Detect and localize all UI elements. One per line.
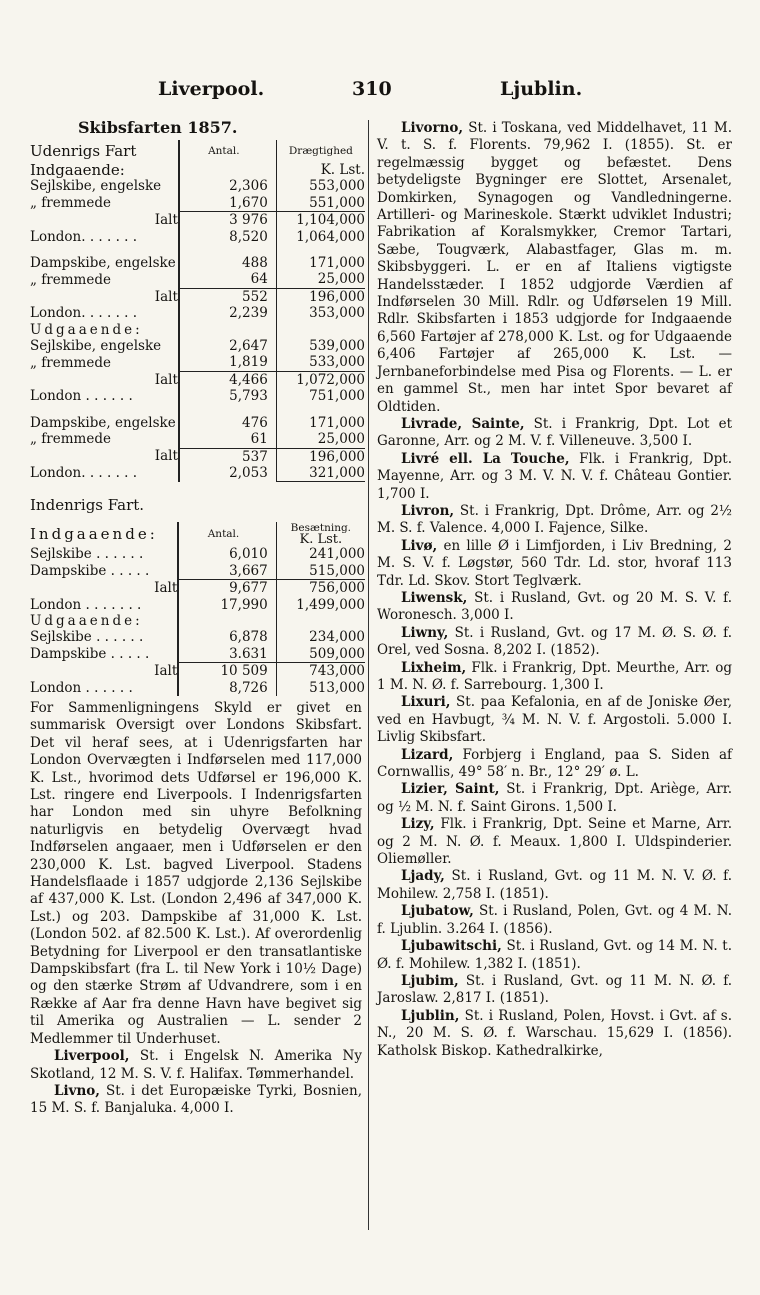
left-column: [30, 118, 365, 1118]
entry-headword: Lizard,: [401, 746, 454, 763]
entry: [377, 781, 732, 816]
entry: [377, 868, 732, 903]
row-value: 509,000: [276, 646, 365, 663]
entry: [377, 625, 732, 660]
table-row: [30, 597, 365, 613]
row-count: 61: [179, 431, 276, 448]
foreign-rows: [30, 162, 365, 482]
row-value: 756,000: [276, 580, 365, 597]
row-value: 234,000: [276, 629, 365, 645]
row-count: 476: [179, 415, 276, 431]
row-value: 196,000: [276, 288, 365, 305]
right-column: [377, 120, 732, 1060]
row-value: 25,000: [276, 271, 365, 288]
row-label: „ fremmede: [30, 431, 111, 448]
domestic-rows: [30, 546, 365, 696]
row-label: London . . . . . .: [30, 388, 133, 405]
table-row: [30, 245, 365, 255]
row-value: 171,000: [276, 255, 365, 271]
domestic-heading: Indenrigs Fart.: [30, 496, 145, 515]
table-row: [30, 431, 365, 448]
row-label: „ fremmede: [30, 354, 111, 371]
row-count: 552: [179, 288, 276, 305]
entry: [377, 1008, 732, 1060]
entry-headword: Livron,: [401, 502, 455, 519]
col-crew-label: Besætning.: [290, 522, 352, 535]
row-label: Sejlskibe, engelske: [30, 338, 162, 355]
entry-text: St. i Rusland, Gvt. og 17 M. Ø. S. Ø. f. Orel, ved Sosna. 8,202 I. (1852).: [377, 624, 732, 659]
row-value: 743,000: [276, 663, 365, 680]
foreign-heading: Udenrigs Fart: [30, 141, 137, 160]
row-value: 553,000: [276, 178, 365, 194]
table-row: [30, 271, 365, 288]
row-label: Ialt: [154, 288, 178, 305]
entry: [377, 973, 732, 1008]
row-count: 10 509: [178, 663, 276, 680]
row-value: 241,000: [276, 546, 365, 562]
row-label: London. . . . . . .: [30, 228, 138, 245]
table-header-row: [30, 522, 365, 546]
row-label: „ fremmede: [30, 195, 111, 212]
table-row: [30, 580, 365, 597]
row-count: 1,819: [179, 354, 276, 371]
entry: [377, 416, 732, 451]
row-count: [179, 245, 276, 255]
row-label: London . . . . . . .: [30, 596, 142, 613]
row-value: 1,104,000: [276, 212, 365, 229]
entry-headword: Ljubawitschi,: [401, 938, 502, 955]
table-row: [30, 613, 365, 629]
row-value: [276, 613, 365, 629]
row-value: 533,000: [276, 354, 365, 371]
row-value: [276, 322, 365, 338]
entry-headword: Liverpool,: [54, 1048, 130, 1065]
unit-label: K. Lst.: [299, 532, 343, 548]
entry-headword: Livrade, Sainte,: [401, 415, 525, 432]
entry-text: St. i Toskana, ved Middelhavet, 11 M. V. t. S. f. Florents. 79,962 I. (1855). St. er regelmæssig bygget og befæstet. Dens betydeligste Bygninger ere Slottet, Arsenalet, Domkirken, Synagogen og Vandledningerne. Artilleri- og Marineskole. Stærkt udviklet Industri; Fabrikation af Koralsmykker, Cremor Tartari, Sæbe, Tougværk, Alabastfager, Glas m. m. Skibsbyggeri. L. er en af Italiens vigtigste Handelsstæder. I 1852 udgjorde Værdien af Indførselen 30 Mill. Rdlr. og Udførselen 19 Mill. Rdlr. Skibsfarten i 1853 udgjorde for Indgaaende 6,560 Fartøjer af 278,000 K. Lst. og for Udgaaende 6,406 Fartøjer af 265,000 K. Lst. — Jernbaneforbindelse med Pisa og Florents. — L. er en gammel St., men har intet Spor bevaret af Oldtiden.: [377, 120, 732, 415]
row-label: Dampskibe, engelske: [30, 255, 176, 272]
entry-text: St. i Rusland, Gvt. og 14 M. N. t. Ø. f. Mohilew. 1,382 I. (1851).: [377, 938, 732, 972]
page-header: [0, 78, 760, 108]
row-value: 196,000: [276, 448, 365, 465]
entry: [377, 660, 732, 695]
table-row: [30, 563, 365, 580]
row-count: 3.631: [178, 646, 276, 663]
row-count: 3,667: [178, 563, 276, 580]
entry-text: St. i Frankrig, Dpt. Ariège, Arr. og ½ M. N. f. Saint Girons. 1,500 I.: [377, 781, 732, 815]
domestic-sub-heading: Indgaaende:: [30, 525, 158, 544]
row-count: 8,726: [178, 680, 276, 696]
table-row: [30, 305, 365, 321]
column-divider: [368, 120, 369, 1230]
domestic-shipping-table: [30, 522, 365, 696]
table-row: [30, 388, 365, 404]
entry-text: St. i Frankrig, Dpt. Drôme, Arr. og 2½ M. S. f. Valence. 4,000 I. Fajence, Silke.: [377, 502, 732, 537]
entry: [377, 747, 732, 782]
col-count-header: Antal.: [179, 140, 276, 162]
paragraph: For Sammenligningens Skyld er givet en summarisk Oversigt over Londons Skibsfart. Det vil heraf sees, at i Udenrigsfarten har London Overvægten i Indførselen med 117,000 K. Lst., hvorimod dets Udførsel er 196,000 K. Lst. ringere end Liverpools. I Indenrigsfarten har London med sin uhyre Befolkning naturligvis en betydelig Overvægt hvad Indførselen angaaer, men i Udførselen er den 230,000 K. Lst. bagved Liverpool. Stadens Handelsflaade i 1857 udgjorde 2,136 Sejlskibe af 437,000 K. Lst. (London 2,496 af 347,000 K. Lst.) og 203. Dampskibe af 31,000 K. Lst. (London 502. af 82.500 K. Lst.). Af overordenlig Betydning for Liverpool er den transatlantiske Dampskibsfart (fra L. til New York i 10½ Dage) og den stærke Strøm af Udvandrere, som i en Række af Aar fra denne Havn have begivet sig til Amerika og Australien — L. sender 2 Medlemmer til Underhuset.: [30, 699, 362, 1047]
row-count: [178, 613, 276, 629]
row-count: 6,010: [178, 546, 276, 562]
table-row: [30, 255, 365, 271]
row-value: 551,000: [276, 195, 365, 212]
row-label: Ialt: [154, 211, 178, 228]
entry-headword: Lixheim,: [401, 659, 467, 676]
entry-text: St. i Engelsk N. Amerika Ny Skotland, 12 M. S. V. f. Halifax. Tømmerhandel.: [30, 1048, 362, 1082]
row-label: Ialt: [154, 371, 178, 388]
running-head-right: Ljublin.: [500, 78, 583, 100]
row-value: 539,000: [276, 338, 365, 354]
entry: [377, 938, 732, 973]
row-value: 513,000: [276, 680, 365, 696]
paragraph: [30, 1048, 362, 1083]
row-count: 2,239: [179, 305, 276, 321]
table-row: [30, 448, 365, 465]
table-row: [30, 415, 365, 431]
row-label: London. . . . . . .: [30, 465, 138, 482]
entry-text: St. paa Kefalonia, en af de Joniske Øer, ved en Havbugt, ¾ M. N. V. f. Argostoli. 5.000 I. Livlig Skibsfart.: [377, 694, 732, 746]
table-row: [30, 680, 365, 696]
entry: [377, 903, 732, 938]
paragraph: [30, 1083, 362, 1118]
col-count-header: Antal.: [178, 522, 276, 546]
left-body-text: [30, 700, 362, 1118]
entry: [377, 694, 732, 746]
row-label: Dampskibe, engelske: [30, 414, 176, 431]
table-row: [30, 646, 365, 663]
entry-text: St. i Rusland, Gvt. og 11 M. N. Ø. f. Jaroslaw. 2,817 I. (1851).: [377, 972, 732, 1007]
entry-headword: Liwny,: [401, 624, 449, 641]
row-label: Udgaaende:: [30, 612, 143, 629]
entry-headword: Livno,: [54, 1082, 100, 1099]
row-count: 1,670: [179, 195, 276, 212]
row-count: 64: [179, 271, 276, 288]
row-label: Dampskibe . . . . .: [30, 562, 150, 579]
row-count: [179, 322, 276, 338]
table-row: [30, 371, 365, 388]
row-count: 2,647: [179, 338, 276, 354]
row-count: 9,677: [178, 580, 276, 597]
entry-headword: Ljubatow,: [401, 903, 474, 920]
entry: [377, 120, 732, 416]
table-row: [30, 354, 365, 371]
row-count: 17,990: [178, 597, 276, 613]
table-row: [30, 288, 365, 305]
row-label: Sejlskibe . . . . . .: [30, 629, 144, 646]
entry-headword: Liwensk,: [401, 589, 468, 606]
row-label: Indgaaende:: [30, 161, 125, 179]
row-label: Udgaaende:: [30, 321, 143, 338]
table-row: [30, 405, 365, 415]
row-value: 171,000: [276, 415, 365, 431]
entry: [377, 590, 732, 625]
row-value: 353,000: [276, 305, 365, 321]
row-label: Ialt: [154, 579, 178, 596]
table-row: [30, 629, 365, 645]
row-count: 4,466: [179, 371, 276, 388]
row-value: [276, 245, 365, 255]
row-count: 2,053: [179, 465, 276, 482]
col-tonnage-header: Drægtighed: [276, 140, 365, 162]
row-value: [276, 405, 365, 415]
entry-text: St. i Rusland, Polen, Gvt. og 4 M. N. f. Ljublin. 3.264 I. (1856).: [377, 903, 732, 937]
row-count: 3 976: [179, 212, 276, 229]
table-row: [30, 229, 365, 245]
row-label: Ialt: [154, 662, 178, 679]
stats-title: Skibsfarten 1857.: [78, 118, 238, 137]
page-number: 310: [352, 78, 392, 100]
entry-text: St. i Rusland, Gvt. og 11 M. N. V. Ø. f. Mohilew. 2,758 I. (1851).: [377, 868, 732, 902]
entry: [377, 451, 732, 503]
entry-headword: Lixuri,: [401, 694, 451, 711]
entry-headword: Livorno,: [401, 120, 464, 136]
table-row: [30, 212, 365, 229]
foreign-shipping-table: [30, 140, 365, 482]
col-crew-header: [276, 522, 365, 546]
row-count: 537: [179, 448, 276, 465]
row-value: 1,072,000: [276, 371, 365, 388]
table-row: [30, 663, 365, 680]
entry-text: St. i det Europæiske Tyrki, Bosnien, 15 M. S. f. Banjaluka. 4,000 I.: [30, 1082, 362, 1117]
right-body-text: [377, 120, 732, 1060]
row-label: [30, 405, 179, 415]
row-count: 8,520: [179, 229, 276, 245]
entry: [377, 538, 732, 590]
row-count: 488: [179, 255, 276, 271]
row-value: 321,000: [276, 465, 365, 482]
entry-text: St. i Rusland, Polen, Hovst. i Gvt. af s. N., 20 M. S. Ø. f. Warschau. 15,629 I. (1856). Katholsk Biskop. Kathedralkirke,: [377, 1007, 732, 1059]
table-row: [30, 322, 365, 338]
entry-text: Forbjerg i England, paa S. Siden af Cornwallis, 49° 58′ n. Br., 12° 29′ ø. L.: [377, 746, 732, 781]
row-label: London . . . . . .: [30, 679, 133, 696]
row-label: „ fremmede: [30, 271, 111, 288]
row-count: [179, 162, 276, 178]
entry: [377, 503, 732, 538]
row-count: 2,306: [179, 178, 276, 194]
row-value: 1,064,000: [276, 229, 365, 245]
table-row: [30, 162, 365, 178]
entry-headword: Livø,: [401, 537, 438, 554]
entry-headword: Lizier, Saint,: [401, 781, 500, 798]
row-label: Sejlskibe . . . . . .: [30, 546, 144, 563]
row-label: Dampskibe . . . . .: [30, 646, 150, 662]
table-header-row: [30, 140, 365, 162]
row-count: 5,793: [179, 388, 276, 404]
entry-headword: Lizy,: [401, 816, 435, 833]
row-count: [179, 405, 276, 415]
row-value: 1,499,000: [276, 597, 365, 613]
running-head-left: Liverpool.: [158, 78, 265, 100]
row-value: 751,000: [276, 388, 365, 404]
row-value: 25,000: [276, 431, 365, 448]
entry-headword: Ljady,: [401, 868, 445, 885]
entry: [377, 816, 732, 868]
entry-headword: Livré ell. La Touche,: [401, 450, 570, 467]
table-row: [30, 178, 365, 194]
row-value: K. Lst.: [276, 162, 365, 178]
entry-headword: Ljubim,: [401, 972, 459, 989]
row-label: London. . . . . . .: [30, 305, 138, 322]
table-row: [30, 195, 365, 212]
entry-text: St. i Frankrig, Dpt. Lot et Garonne, Arr. og 2 M. V. f. Villeneuve. 3,500 I.: [377, 415, 732, 450]
entry-text: Flk. i Frankrig, Dpt. Meurthe, Arr. og 1 M. N. Ø. f. Sarrebourg. 1,300 I.: [377, 659, 732, 693]
row-label: Sejlskibe, engelske: [30, 178, 162, 195]
table-row: [30, 546, 365, 562]
row-label: [30, 245, 179, 255]
table-row: [30, 465, 365, 482]
table-row: [30, 338, 365, 354]
row-count: 6,878: [178, 629, 276, 645]
entry-text: St. i Rusland, Gvt. og 20 M. S. V. f. Woronesch. 3,000 I.: [377, 589, 732, 624]
entry-text: Flk. i Frankrig, Dpt. Mayenne, Arr. og 3 M. V. N. V. f. Château Gontier. 1,700 I.: [377, 450, 732, 502]
row-label: Ialt: [154, 448, 178, 465]
entry-headword: Ljublin,: [401, 1007, 460, 1024]
entry-text: Flk. i Frankrig, Dpt. Seine et Marne, Arr. og 2 M. N. Ø. f. Meaux. 1,800 I. Uldspinderier. Oliemøller.: [377, 816, 732, 868]
row-value: 515,000: [276, 563, 365, 580]
entry-text: en lille Ø i Limfjorden, i Liv Bredning, 2 M. S. V. f. Løgstør, 560 Tdr. Ld. stor, hvoraf 113 Tdr. Ld. Skov. Stort Teglværk.: [377, 537, 732, 589]
